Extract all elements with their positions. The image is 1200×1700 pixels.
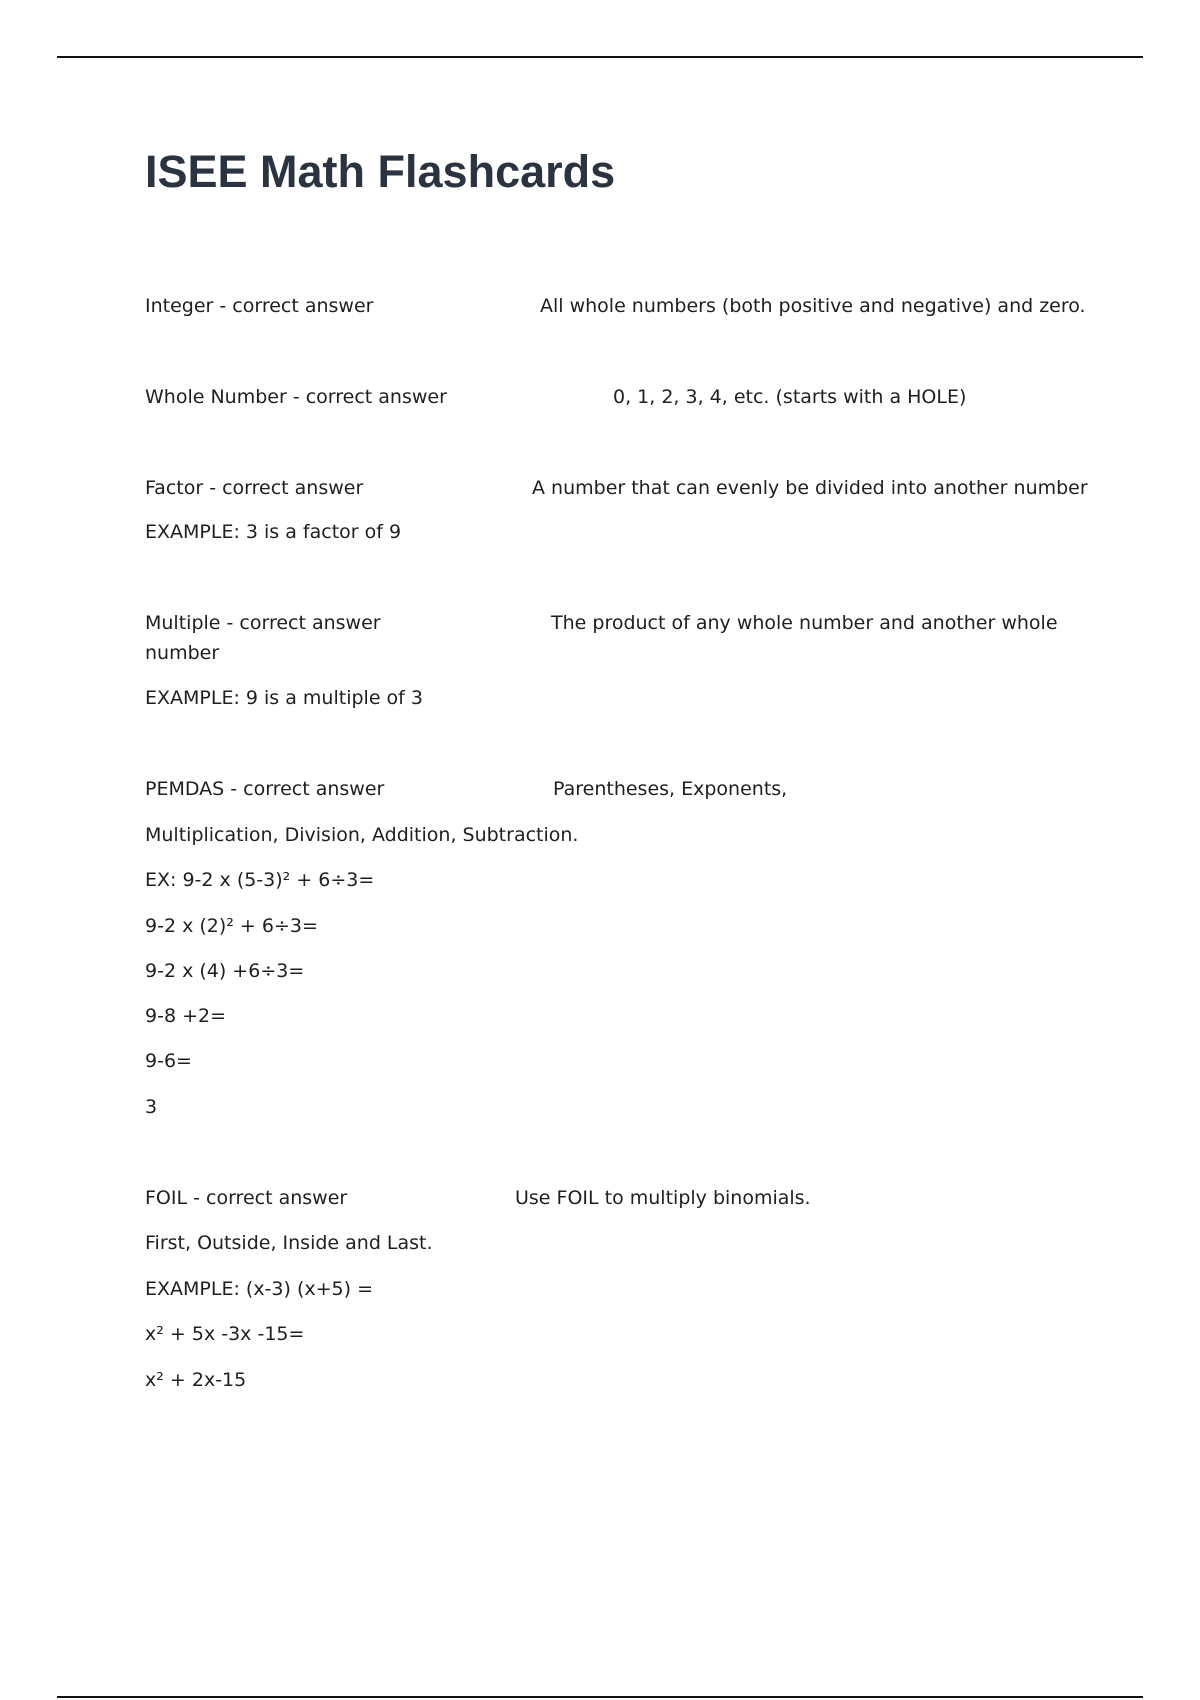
card-definition-multiple: The product of any whole number and another whole xyxy=(551,612,1058,634)
card-term-integer: Integer - correct answer xyxy=(145,295,374,317)
footer-rule xyxy=(57,1696,1143,1698)
card-definition-foil: Use FOIL to multiply binomials. xyxy=(515,1187,811,1209)
card-term-foil: FOIL - correct answer xyxy=(145,1187,348,1209)
card-definition-whole-number: 0, 1, 2, 3, 4, etc. (starts with a HOLE) xyxy=(613,386,967,408)
card-extra-pemdas-line: 3 xyxy=(145,1096,158,1118)
card-extra-multiple-continued: number xyxy=(145,642,220,664)
card-extra-pemdas-line: EX: 9-2 x (5-3)² + 6÷3= xyxy=(145,869,375,891)
page-title: ISEE Math Flashcards xyxy=(145,146,616,197)
card-extra-pemdas-line: Multiplication, Division, Addition, Subtraction. xyxy=(145,824,579,846)
card-definition-integer: All whole numbers (both positive and negative) and zero. xyxy=(540,295,1086,317)
card-term-whole-number: Whole Number - correct answer xyxy=(145,386,447,408)
card-definition-factor: A number that can evenly be divided into another number xyxy=(532,477,1088,499)
card-term-pemdas: PEMDAS - correct answer xyxy=(145,778,385,800)
card-extra-pemdas-line: 9-2 x (4) +6÷3= xyxy=(145,960,305,982)
card-extra-pemdas-line: 9-8 +2= xyxy=(145,1005,227,1027)
card-term-multiple: Multiple - correct answer xyxy=(145,612,381,634)
card-extra-foil-line: x² + 2x-15 xyxy=(145,1369,247,1391)
card-extra-foil-line: EXAMPLE: (x-3) (x+5) = xyxy=(145,1278,373,1300)
card-extra-foil-line: x² + 5x -3x -15= xyxy=(145,1323,305,1345)
header-rule xyxy=(57,56,1143,58)
card-extra-pemdas-line: 9-6= xyxy=(145,1050,192,1072)
card-definition-pemdas: Parentheses, Exponents, xyxy=(553,778,788,800)
card-extra-multiple-example: EXAMPLE: 9 is a multiple of 3 xyxy=(145,687,423,709)
card-extra-foil-line: First, Outside, Inside and Last. xyxy=(145,1232,433,1254)
card-term-factor: Factor - correct answer xyxy=(145,477,364,499)
card-extra-factor-example: EXAMPLE: 3 is a factor of 9 xyxy=(145,521,402,543)
card-extra-pemdas-line: 9-2 x (2)² + 6÷3= xyxy=(145,915,318,937)
